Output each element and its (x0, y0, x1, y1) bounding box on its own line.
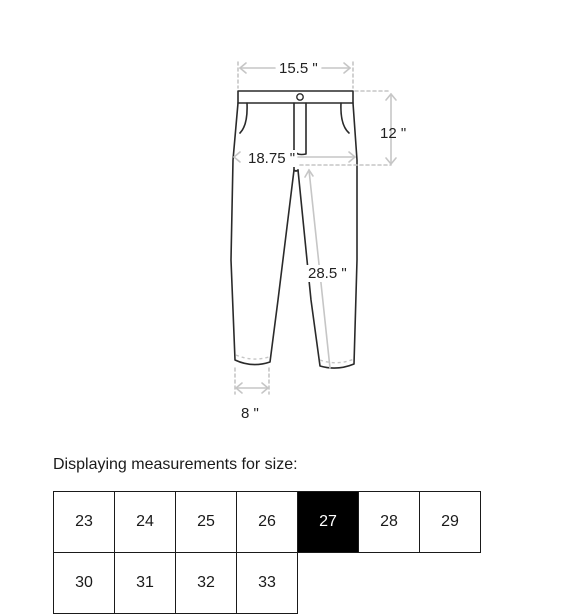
right-pocket (341, 103, 349, 133)
size-option-33[interactable]: 33 (236, 552, 298, 614)
rise-measurement: 12 " (380, 125, 407, 142)
pants-outline (231, 91, 357, 368)
hip-measurement: 18.75 " (248, 150, 296, 167)
size-option-32[interactable]: 32 (175, 552, 237, 614)
size-selector (53, 491, 480, 613)
size-option-31[interactable]: 31 (114, 552, 176, 614)
size-caption: Displaying measurements for size: (53, 456, 298, 473)
size-option-23[interactable]: 23 (53, 491, 115, 553)
inseam-measurement: 28.5 " (308, 265, 347, 282)
left-leg (231, 103, 294, 365)
button-icon (297, 94, 303, 100)
fly-seam (294, 103, 306, 155)
waist-measurement: 15.5 " (279, 60, 318, 77)
leg-opening-measurement: 8 " (241, 405, 259, 422)
waistband (238, 91, 353, 103)
dimension-lines (234, 62, 396, 394)
size-option-28[interactable]: 28 (358, 491, 420, 553)
left-pocket (240, 103, 247, 133)
size-option-27[interactable]: 27 (297, 491, 359, 553)
size-option-29[interactable]: 29 (419, 491, 481, 553)
right-leg (298, 103, 357, 368)
size-option-25[interactable]: 25 (175, 491, 237, 553)
size-option-30[interactable]: 30 (53, 552, 115, 614)
size-option-24[interactable]: 24 (114, 491, 176, 553)
size-option-26[interactable]: 26 (236, 491, 298, 553)
